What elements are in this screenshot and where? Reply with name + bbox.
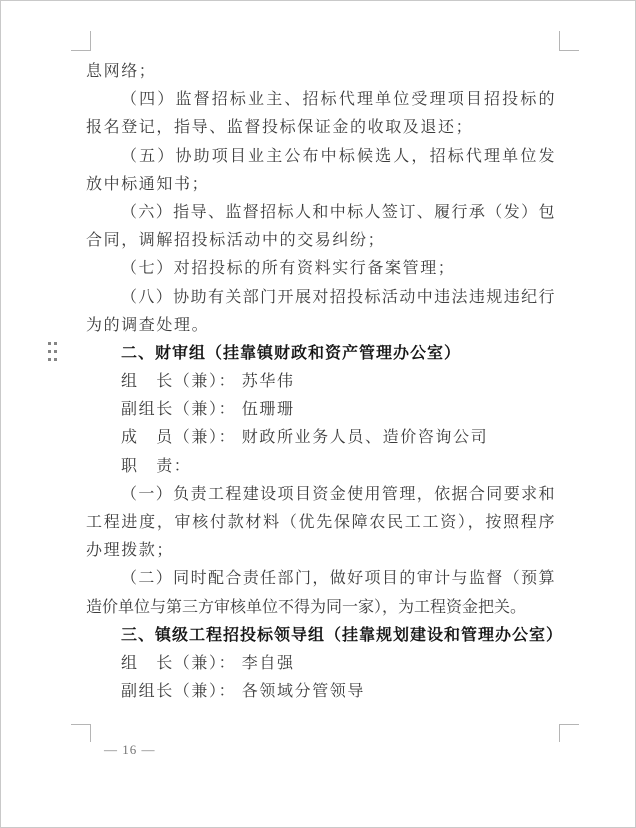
doc-line: （八）协助有关部门开展对招投标活动中违法违规违纪行 xyxy=(121,288,555,306)
text-boundary-mark-top-left xyxy=(71,31,91,51)
doc-line: （六）指导、监督招标人和中标人签订、履行承（发）包 xyxy=(121,203,555,221)
page-number: — 16 — xyxy=(104,742,156,757)
doc-line: 副组长（兼）： 各领域分管领导 xyxy=(121,683,366,701)
doc-line: 息网络； xyxy=(86,63,157,80)
text-boundary-mark-top-right xyxy=(559,31,579,51)
doc-line: 成 员（兼）： 财政所业务人员、造价咨询公司 xyxy=(121,429,489,447)
drag-handle-icon[interactable] xyxy=(48,342,57,361)
drag-handle-dot xyxy=(54,358,57,361)
doc-line: （七）对招投标的所有资料实行备案管理； xyxy=(121,260,456,278)
doc-line: 组 长（兼）： 李自强 xyxy=(121,654,295,672)
text-boundary-mark-bottom-right xyxy=(559,724,579,742)
doc-line: 为的调查处理。 xyxy=(86,316,210,334)
doc-line: 副组长（兼）： 伍珊珊 xyxy=(121,401,295,419)
doc-line: 职 责： xyxy=(121,457,192,475)
doc-line: 组 长（兼）： 苏华伟 xyxy=(121,373,295,391)
section-heading: 三、镇级工程招投标领导组（挂靠规划建设和管理办公室） xyxy=(121,626,564,644)
doc-line: （五）协助项目业主公布中标候选人，招标代理单位发 xyxy=(121,147,555,165)
doc-line: 报名登记，指导、监督投标保证金的收取及退还； xyxy=(86,119,474,137)
doc-line: 放中标通知书； xyxy=(86,175,210,193)
drag-handle-dot xyxy=(54,342,57,345)
text-boundary-mark-bottom-left xyxy=(71,724,91,742)
doc-line: 工程进度，审核付款材料（优先保障农民工工资），按照程序 xyxy=(86,514,555,531)
doc-line: （二）同时配合责任部门，做好项目的审计与监督（预算 xyxy=(121,570,555,588)
drag-handle-dot xyxy=(54,350,57,353)
drag-handle-dot xyxy=(48,350,51,353)
doc-line: 合同，调解招投标活动中的交易纠纷； xyxy=(86,232,386,250)
drag-handle-dot xyxy=(48,342,51,345)
document-text-area[interactable] xyxy=(86,58,564,706)
section-heading: 二、财审组（挂靠镇财政和资产管理办公室） xyxy=(121,344,462,362)
doc-line: （一）负责工程建设项目资金使用管理，依据合同要求和 xyxy=(121,485,555,503)
doc-line: （四）监督招标业主、招标代理单位受理项目招投标的 xyxy=(121,91,555,109)
doc-line: 造价单位与第三方审核单位不得为同一家），为工程资金把关。 xyxy=(86,598,527,616)
doc-line: 办理拨款； xyxy=(86,542,175,560)
drag-handle-dot xyxy=(48,358,51,361)
